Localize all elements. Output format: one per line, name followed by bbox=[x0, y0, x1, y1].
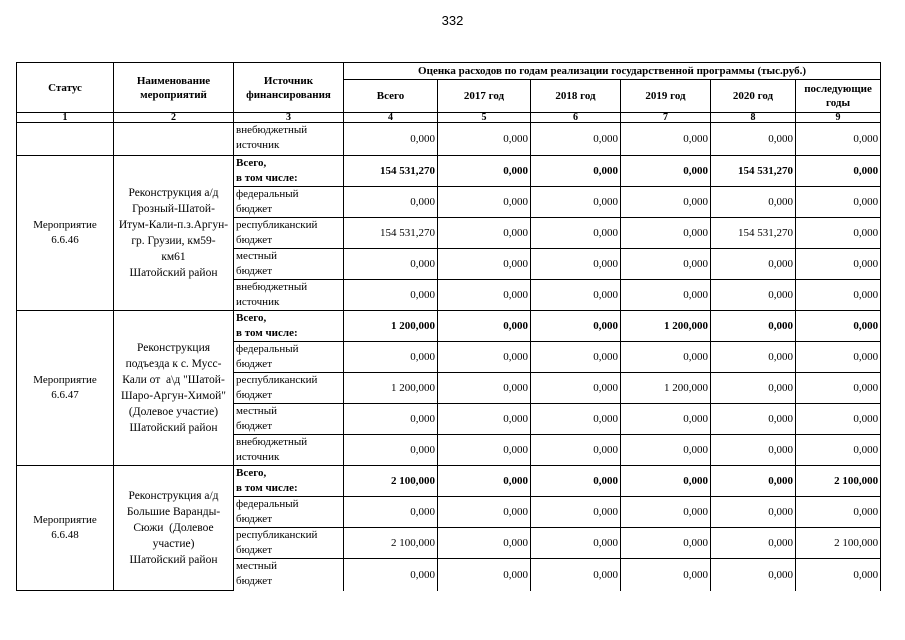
value-cell: 0,000 bbox=[711, 311, 796, 342]
table-row bbox=[17, 466, 881, 497]
column-number: 1 bbox=[17, 113, 114, 123]
value-cell: 0,000 bbox=[796, 311, 881, 342]
source-cell: местный бюджет bbox=[234, 559, 344, 591]
column-number: 3 bbox=[234, 113, 344, 123]
column-number: 6 bbox=[531, 113, 621, 123]
value-cell: 2 100,000 bbox=[796, 466, 881, 497]
value-cell: 0,000 bbox=[621, 435, 711, 466]
value-cell: 0,000 bbox=[796, 249, 881, 280]
source-cell: федеральный бюджет bbox=[234, 497, 344, 528]
source-cell: республиканский бюджет bbox=[234, 528, 344, 559]
value-cell: 0,000 bbox=[711, 123, 796, 156]
status-cell: Мероприятие 6.6.46 bbox=[17, 156, 114, 311]
column-number: 8 bbox=[711, 113, 796, 123]
header-source: Источник финансирования bbox=[234, 63, 344, 113]
source-cell-total: Всего, в том числе: bbox=[234, 156, 344, 187]
table-row bbox=[17, 311, 881, 342]
column-number: 5 bbox=[438, 113, 531, 123]
value-cell: 0,000 bbox=[621, 342, 711, 373]
value-cell: 0,000 bbox=[796, 559, 881, 591]
value-cell: 0,000 bbox=[796, 187, 881, 218]
value-cell: 0,000 bbox=[531, 218, 621, 249]
value-cell: 0,000 bbox=[711, 342, 796, 373]
value-cell: 1 200,000 bbox=[621, 311, 711, 342]
source-cell: местный бюджет bbox=[234, 249, 344, 280]
value-cell: 1 200,000 bbox=[344, 373, 438, 404]
value-cell: 0,000 bbox=[711, 187, 796, 218]
header-year-2019: 2019 год bbox=[621, 80, 711, 113]
value-cell: 0,000 bbox=[796, 497, 881, 528]
source-cell-total: Всего, в том числе: bbox=[234, 311, 344, 342]
value-cell: 0,000 bbox=[711, 528, 796, 559]
value-cell: 0,000 bbox=[438, 249, 531, 280]
value-cell: 1 200,000 bbox=[621, 373, 711, 404]
name-cell: Реконструкция а/д Большие Варанды- Сюжи (Долевое участие) Шатойский район bbox=[114, 466, 234, 591]
value-cell: 0,000 bbox=[796, 123, 881, 156]
value-cell: 0,000 bbox=[344, 497, 438, 528]
table-body bbox=[17, 123, 881, 591]
value-cell: 154 531,270 bbox=[344, 156, 438, 187]
header-estimate: Оценка расходов по годам реализации государственной программы (тыс.руб.) bbox=[344, 63, 881, 80]
source-cell: республиканский бюджет bbox=[234, 373, 344, 404]
page-number: 332 bbox=[441, 13, 464, 28]
value-cell: 0,000 bbox=[438, 342, 531, 373]
header-row-numbers bbox=[17, 113, 881, 123]
value-cell: 0,000 bbox=[344, 280, 438, 311]
column-number: 7 bbox=[621, 113, 711, 123]
table-header bbox=[17, 63, 881, 123]
value-cell: 0,000 bbox=[711, 249, 796, 280]
name-cell: Реконструкция подъезда к с. Мусс- Кали от а\д "Шатой- Шаро-Аргун-Химой" (Долевое участие) Шатойский район bbox=[114, 311, 234, 466]
value-cell: 0,000 bbox=[438, 497, 531, 528]
value-cell: 0,000 bbox=[531, 249, 621, 280]
value-cell: 0,000 bbox=[344, 435, 438, 466]
value-cell: 0,000 bbox=[438, 404, 531, 435]
value-cell: 0,000 bbox=[344, 342, 438, 373]
name-cell: Реконструкция а/д Грозный-Шатой- Итум-Кали-п.з.Аргун- гр. Грузии, км59- км61 Шатойский район bbox=[114, 156, 234, 311]
value-cell: 0,000 bbox=[531, 187, 621, 218]
value-cell: 0,000 bbox=[438, 373, 531, 404]
value-cell: 0,000 bbox=[344, 559, 438, 591]
value-cell: 0,000 bbox=[438, 187, 531, 218]
value-cell: 0,000 bbox=[621, 559, 711, 591]
value-cell: 154 531,270 bbox=[711, 156, 796, 187]
value-cell: 0,000 bbox=[438, 156, 531, 187]
value-cell: 0,000 bbox=[711, 497, 796, 528]
column-number: 9 bbox=[796, 113, 881, 123]
value-cell: 0,000 bbox=[344, 187, 438, 218]
status-cell bbox=[17, 123, 114, 156]
header-later-years: последующие годы bbox=[796, 80, 881, 113]
expenditure-table bbox=[16, 62, 881, 591]
value-cell: 0,000 bbox=[621, 123, 711, 156]
value-cell: 0,000 bbox=[531, 311, 621, 342]
header-status: Статус bbox=[17, 63, 114, 113]
table-row bbox=[17, 123, 881, 156]
value-cell: 0,000 bbox=[621, 218, 711, 249]
header-row bbox=[17, 63, 881, 80]
column-number: 4 bbox=[344, 113, 438, 123]
value-cell: 0,000 bbox=[621, 249, 711, 280]
header-total: Всего bbox=[344, 80, 438, 113]
value-cell: 2 100,000 bbox=[796, 528, 881, 559]
value-cell: 0,000 bbox=[796, 404, 881, 435]
value-cell: 0,000 bbox=[796, 156, 881, 187]
value-cell: 0,000 bbox=[531, 559, 621, 591]
value-cell: 0,000 bbox=[796, 342, 881, 373]
value-cell: 0,000 bbox=[621, 466, 711, 497]
value-cell: 0,000 bbox=[796, 435, 881, 466]
source-cell: местный бюджет bbox=[234, 404, 344, 435]
status-cell: Мероприятие 6.6.47 bbox=[17, 311, 114, 466]
value-cell: 0,000 bbox=[438, 123, 531, 156]
value-cell: 0,000 bbox=[531, 435, 621, 466]
value-cell: 0,000 bbox=[531, 466, 621, 497]
value-cell: 0,000 bbox=[711, 559, 796, 591]
value-cell: 0,000 bbox=[531, 156, 621, 187]
header-year-2018: 2018 год bbox=[531, 80, 621, 113]
value-cell: 1 200,000 bbox=[344, 311, 438, 342]
value-cell: 0,000 bbox=[531, 404, 621, 435]
source-cell: федеральный бюджет bbox=[234, 342, 344, 373]
value-cell: 0,000 bbox=[531, 497, 621, 528]
value-cell: 0,000 bbox=[531, 280, 621, 311]
status-cell: Мероприятие 6.6.48 bbox=[17, 466, 114, 591]
value-cell: 0,000 bbox=[796, 218, 881, 249]
source-cell: федеральный бюджет bbox=[234, 187, 344, 218]
column-number: 2 bbox=[114, 113, 234, 123]
value-cell: 0,000 bbox=[438, 218, 531, 249]
name-cell bbox=[114, 123, 234, 156]
value-cell: 0,000 bbox=[344, 404, 438, 435]
value-cell: 0,000 bbox=[621, 280, 711, 311]
value-cell: 0,000 bbox=[438, 528, 531, 559]
value-cell: 0,000 bbox=[344, 123, 438, 156]
source-cell: внебюджетный источник bbox=[234, 280, 344, 311]
value-cell: 0,000 bbox=[438, 435, 531, 466]
value-cell: 0,000 bbox=[796, 373, 881, 404]
value-cell: 0,000 bbox=[796, 280, 881, 311]
table-row bbox=[17, 156, 881, 187]
value-cell: 0,000 bbox=[621, 404, 711, 435]
value-cell: 0,000 bbox=[621, 187, 711, 218]
value-cell: 0,000 bbox=[711, 466, 796, 497]
value-cell: 0,000 bbox=[711, 435, 796, 466]
value-cell: 0,000 bbox=[438, 559, 531, 591]
value-cell: 0,000 bbox=[711, 280, 796, 311]
value-cell: 0,000 bbox=[621, 156, 711, 187]
value-cell: 0,000 bbox=[531, 342, 621, 373]
value-cell: 0,000 bbox=[711, 404, 796, 435]
header-name: Наименование мероприятий bbox=[114, 63, 234, 113]
value-cell: 0,000 bbox=[438, 280, 531, 311]
header-year-2017: 2017 год bbox=[438, 80, 531, 113]
value-cell: 0,000 bbox=[531, 528, 621, 559]
source-cell: республиканский бюджет bbox=[234, 218, 344, 249]
value-cell: 0,000 bbox=[621, 497, 711, 528]
value-cell: 2 100,000 bbox=[344, 528, 438, 559]
value-cell: 154 531,270 bbox=[711, 218, 796, 249]
value-cell: 0,000 bbox=[438, 311, 531, 342]
value-cell: 2 100,000 bbox=[344, 466, 438, 497]
value-cell: 0,000 bbox=[344, 249, 438, 280]
value-cell: 154 531,270 bbox=[344, 218, 438, 249]
value-cell: 0,000 bbox=[711, 373, 796, 404]
value-cell: 0,000 bbox=[621, 528, 711, 559]
value-cell: 0,000 bbox=[438, 466, 531, 497]
value-cell: 0,000 bbox=[531, 373, 621, 404]
header-year-2020: 2020 год bbox=[711, 80, 796, 113]
source-cell: внебюджетный источник bbox=[234, 123, 344, 156]
source-cell: внебюджетный источник bbox=[234, 435, 344, 466]
source-cell-total: Всего, в том числе: bbox=[234, 466, 344, 497]
value-cell: 0,000 bbox=[531, 123, 621, 156]
